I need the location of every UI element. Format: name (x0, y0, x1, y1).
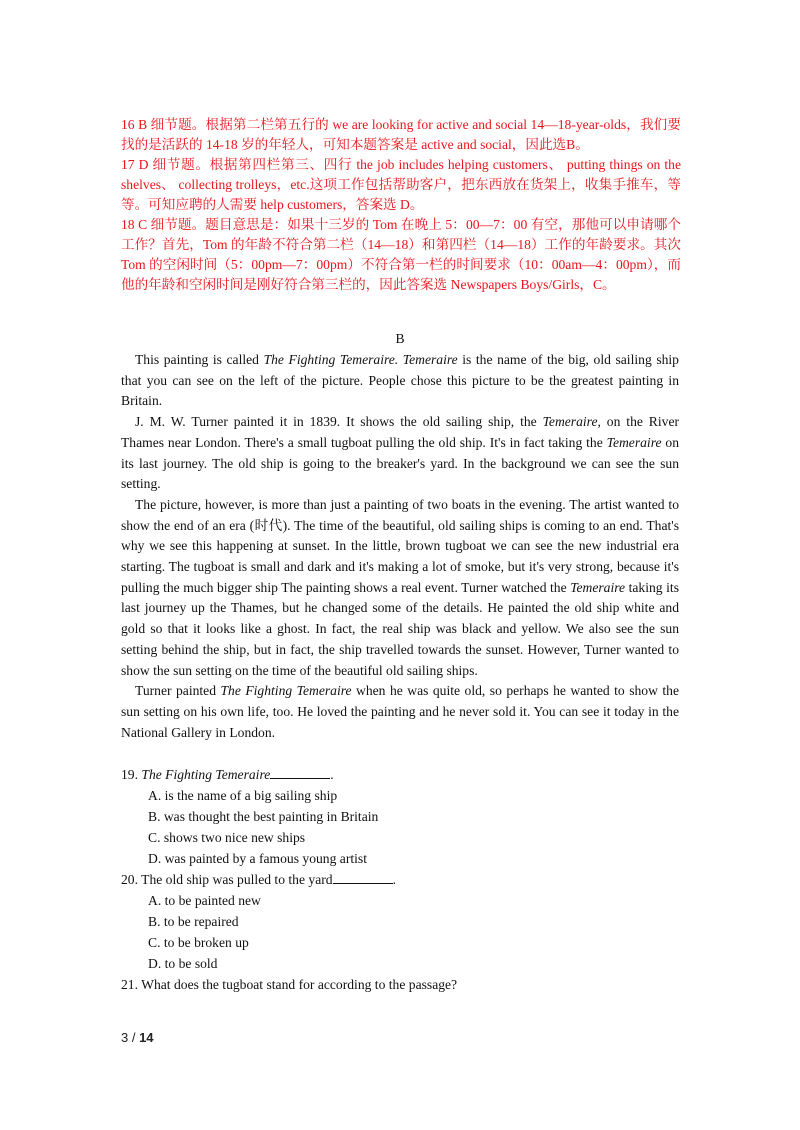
question-end: . (330, 767, 334, 782)
answer-16: 16 B 细节题。根据第二栏第五行的 we are looking for active and social 14—18-year-olds，我们要找的是活跃的 14-18 岁的年轻人，可知本题答案是 active and social，因此选B。 (121, 117, 681, 152)
text-run: is the name of the big, old sailing ship that you can see on the left of the picture. People chose this picture to be the greatest painting in Britain. (121, 352, 679, 409)
option-19-a: A. is the name of a big sailing ship (148, 788, 338, 803)
italic-ship-name: Temeraire (542, 414, 598, 430)
passage-paragraph-4 (121, 681, 679, 743)
passage-paragraph-1 (121, 350, 679, 412)
italic-title: The Fighting Temeraire. Temeraire (263, 352, 458, 367)
answer-blank (270, 766, 330, 779)
text-run: The picture, however, is more than just a painting of two boats in the evening. The artist wanted to show the end of an era (时代). The time of the beautiful, old sailing ships is coming to an end. That's why we see this happening at sunset. In the little, brown tugboat we can see the new industrial era starting. The tugboat is small and dark and it's making a lot of smoke, but it's very strong, because it's pulling the much bigger ship The painting shows a real event. Turner watched the (121, 496, 679, 595)
option-20-d: D. to be sold (148, 956, 218, 971)
question-19 (121, 764, 681, 785)
answer-18: 18 C 细节题。题目意思是：如果十三岁的 Tom 在晚上 5：00—7：00 有空，那他可以申请哪个工作？首先，Tom 的年龄不符合第二栏（14—18）和第四栏（14—18）工作的年龄要求。其次 Tom 的空闲时间（5：00pm—7：00pm）不符合第一栏的时间要求（10：00am—4：00pm），而他的年龄和空闲时间是刚好符合第三栏的，因此答案选 Newspapers Boys/Girls，C。 (121, 217, 681, 292)
section-heading: B (395, 331, 405, 346)
answer-blank (333, 871, 393, 884)
option-20-c: C. to be broken up (148, 935, 249, 950)
page-number: 3 / (121, 1030, 140, 1045)
question-20 (121, 869, 681, 890)
option-19-b: B. was thought the best painting in Britain (148, 809, 379, 824)
question-list (121, 764, 681, 995)
reading-passage (121, 350, 679, 743)
text-run: on its last journey. The old ship is going to the breaker's yard. In the background we can see the sun setting. (121, 434, 679, 492)
question-stem: The Fighting Temeraire (141, 767, 271, 782)
page-total: 14 (139, 1030, 154, 1045)
text-run: taking its last journey up the Thames, but he changed some of the details. He painted the old ship white and gold so that it looks like a ghost. In fact, the real ship was black and yellow. We also see the sun setting behind the ship, but in fact, the ship travelled towards the sunset. However, Turner wanted to show the sun setting on the time of the beautiful old sailing ships. (121, 579, 679, 678)
option-20-a: A. to be painted new (148, 893, 261, 908)
italic-ship-name: Temeraire (606, 434, 662, 450)
option-19-c: C. shows two nice new ships (148, 830, 306, 845)
passage-paragraph-2 (121, 412, 679, 495)
italic-title: The Fighting Temeraire (220, 683, 352, 699)
text-run: , on the River Thames near London. There's a small tugboat pulling the old ship. It's in fact taking the (121, 414, 680, 450)
passage-paragraph-3 (121, 495, 679, 681)
answer-explanations (121, 115, 681, 295)
option-20-b: B. to be repaired (148, 914, 239, 929)
text-run: This painting is called (135, 352, 264, 367)
page-footer (121, 1030, 154, 1045)
text-run: when he was quite old, so perhaps he wanted to show the sun setting on his own life, too. He loved the painting and he never sold it. You can see it today in the National Gallery in London. (121, 683, 679, 740)
italic-ship-name: Temeraire (570, 579, 626, 595)
question-number: 19. (121, 767, 142, 782)
text-run: Turner painted (135, 683, 221, 699)
question-21: 21. What does the tugboat stand for according to the passage? (121, 977, 458, 992)
question-end: . (392, 872, 396, 887)
option-19-d: D. was painted by a famous young artist (148, 851, 367, 866)
text-run: J. M. W. Turner painted it in 1839. It shows the old sailing ship, the (135, 414, 543, 430)
question-stem: 20. The old ship was pulled to the yard (121, 872, 333, 887)
answer-17: 17 D 细节题。根据第四栏第三、四行 the job includes helping customers、 putting things on the shelves、 collecting trolleys，etc.这项工作包括帮助客户，把东西放在货架上，收集手推车，等等。可知应聘的人需要 help customers，答案选 D。 (121, 157, 681, 212)
